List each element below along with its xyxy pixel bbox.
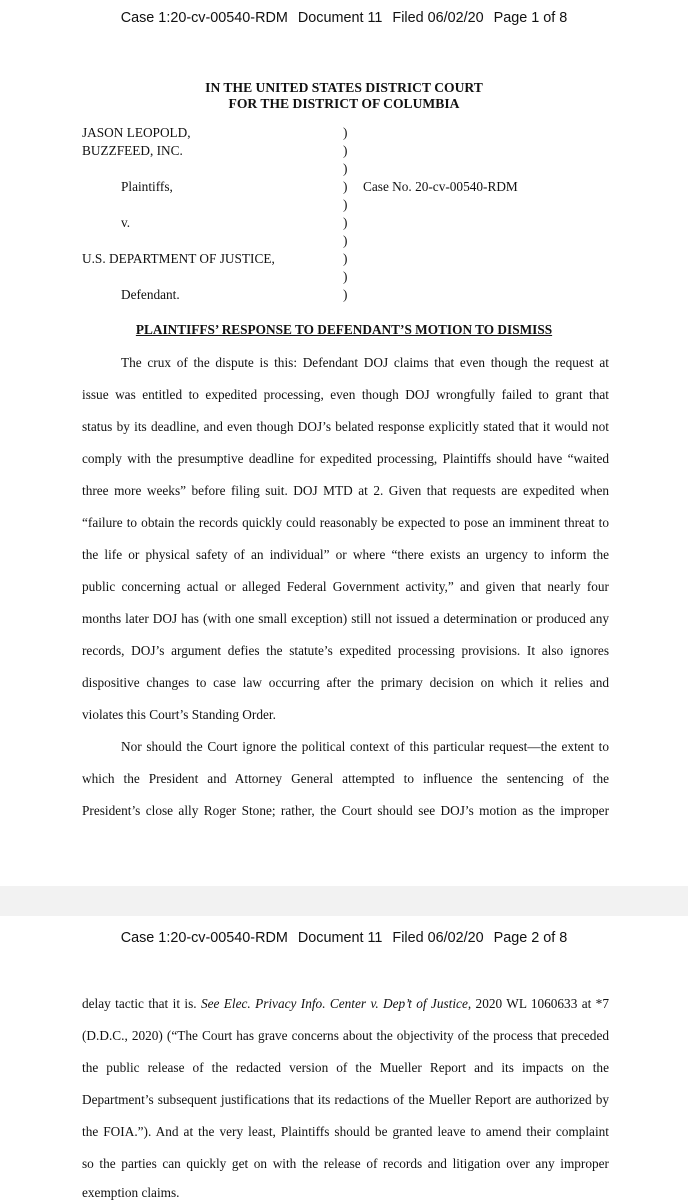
body-line: so the parties can quickly get on with the release of records and litigation over any improper (82, 1156, 609, 1171)
body-text: delay tactic that it is. (82, 996, 201, 1011)
document-title: PLAINTIFFS’ RESPONSE TO DEFENDANT’S MOTION TO DISMISS (135, 322, 553, 337)
defendant-name: U.S. DEPARTMENT OF JUSTICE, (82, 251, 275, 266)
caption-paren: ) (343, 143, 348, 158)
page-number: Page 2 of 8 (493, 930, 568, 946)
body-line: (D.D.C., 2020) (“The Court has grave concerns about the objectivity of the process that preceded (82, 1028, 609, 1043)
body-line: dispositive changes to case law occurring after the primary decision on which it relies and (82, 675, 609, 690)
plaintiff-name: JASON LEOPOLD, (82, 125, 191, 140)
body-line: status by its deadline, and even though DOJ’s belated response explicitly stated that it would not (82, 419, 609, 434)
body-line: months later DOJ has (with one small exception) still not issued a determination or produced any (82, 611, 609, 626)
body-line: The crux of the dispute is this: Defendant DOJ claims that even though the request at (121, 355, 609, 370)
case-number: Case 1:20-cv-00540-RDM (120, 10, 288, 26)
body-line: President’s close ally Roger Stone; rather, the Court should see DOJ’s motion as the improper (82, 803, 609, 818)
page-number: Page 1 of 8 (493, 10, 568, 26)
case-number-caption: Case No. 20-cv-00540-RDM (363, 179, 518, 194)
court-name-line1: IN THE UNITED STATES DISTRICT COURT (205, 80, 483, 95)
versus-label: v. (121, 215, 131, 230)
plaintiff-name: BUZZFEED, INC. (82, 143, 183, 158)
caption-paren: ) (343, 179, 348, 194)
filed-date: Filed 06/02/20 (392, 10, 484, 26)
body-line: which the President and Attorney General attempted to influence the sentencing of the (82, 771, 609, 786)
caption-paren: ) (343, 125, 348, 140)
caption-paren: ) (343, 233, 348, 248)
body-line: the public release of the redacted version of the Mueller Report and its impacts on the (82, 1060, 609, 1075)
plaintiffs-label: Plaintiffs, (121, 179, 173, 194)
caption-paren: ) (343, 251, 348, 266)
body-line: the life or physical safety of an individual” or where “there exists an urgency to inform the (82, 547, 609, 562)
court-name-line2: FOR THE DISTRICT OF COLUMBIA (228, 96, 460, 111)
page-header (0, 10, 688, 26)
caption-paren: ) (343, 215, 348, 230)
body-line: records, DOJ’s argument defies the statute’s expedited processing provisions. It also ignores (82, 643, 609, 658)
filed-date: Filed 06/02/20 (392, 930, 484, 946)
page-header (0, 930, 688, 946)
body-line: issue was entitled to expedited processing, even though DOJ wrongfully failed to grant that (82, 387, 609, 402)
case-number: Case 1:20-cv-00540-RDM (120, 930, 288, 946)
caption-paren: ) (343, 287, 348, 302)
body-line: Nor should the Court ignore the political context of this particular request—the extent to (121, 739, 609, 754)
document-page-2 (0, 916, 688, 1200)
body-line: Department’s subsequent justifications that its redactions of the Mueller Report are authorized by (82, 1092, 609, 1107)
body-line: the FOIA.”). And at the very least, Plaintiffs should be granted leave to amend their complaint (82, 1124, 609, 1139)
document-number: Document 11 (297, 10, 383, 26)
body-line: three more weeks” before filing suit. DOJ MTD at 2. Given that requests are expedited when (82, 483, 609, 498)
caption-paren: ) (343, 161, 348, 176)
body-line: “failure to obtain the records quickly could reasonably be expected to pose an imminent threat to (82, 515, 609, 530)
caption-paren: ) (343, 197, 348, 212)
body-line (82, 996, 609, 1012)
page-separator (0, 886, 688, 916)
defendant-label: Defendant. (121, 287, 180, 302)
body-text: , 2020 WL 1060633 at *7 (467, 996, 609, 1011)
body-line: public concerning actual or alleged Federal Government activity,” and given that nearly four (82, 579, 609, 594)
caption-paren: ) (343, 269, 348, 284)
body-line: violates this Court’s Standing Order. (82, 707, 276, 722)
case-citation: See Elec. Privacy Info. Center v. Dep’t of Justice (200, 996, 468, 1011)
body-line: exemption claims. (82, 1185, 180, 1200)
document-number: Document 11 (297, 930, 383, 946)
body-line: comply with the presumptive deadline for expedited processing, Plaintiffs should have “waited (82, 451, 609, 466)
